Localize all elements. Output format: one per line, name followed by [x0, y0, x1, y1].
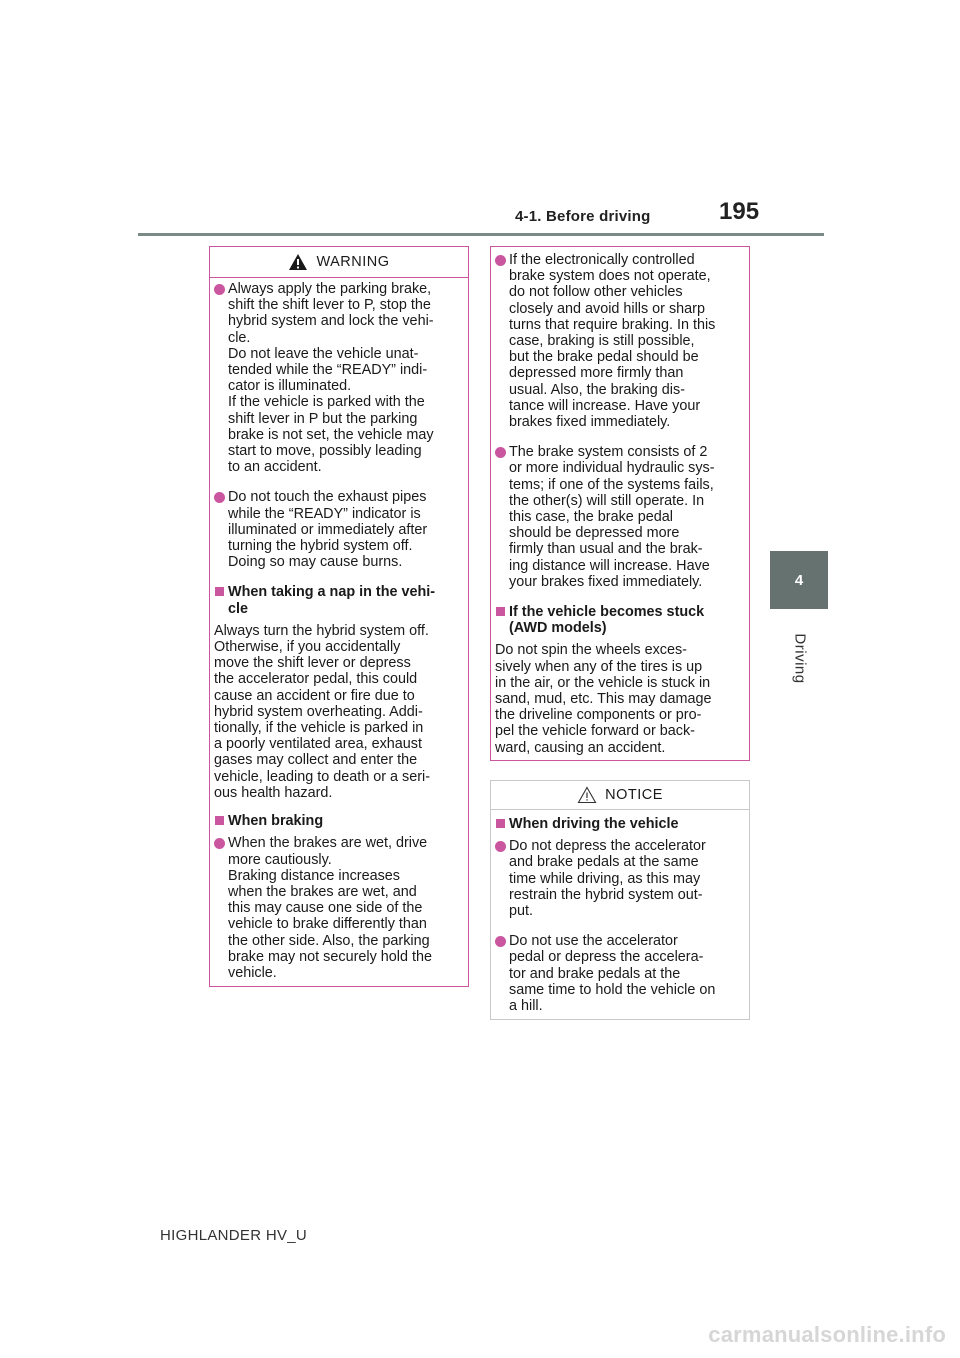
text-line: vehicle.: [228, 964, 277, 981]
text-line: vehicle, leading to death or a seri-: [214, 768, 430, 785]
text-line: sand, mud, etc. This may damage: [495, 691, 712, 708]
bullet-icon: [214, 492, 225, 503]
text-line: start to move, possibly leading: [228, 443, 422, 460]
text-line: shift the shift lever to P, stop the: [228, 297, 431, 314]
list-item: [214, 835, 463, 981]
text-line: restrain the hybrid system out-: [509, 886, 703, 903]
text-line: the accelerator pedal, this could: [214, 671, 418, 688]
text-line: Always apply the parking brake,: [228, 281, 432, 297]
text-line: Do not depress the accelerator: [509, 838, 706, 855]
subheading: [495, 816, 744, 832]
subheading-text: [228, 813, 463, 829]
text-line: the other(s) will still operate. In: [509, 492, 705, 509]
text-line: cause an accident or fire due to: [214, 687, 415, 704]
text-line: Braking distance increases: [228, 867, 400, 884]
text-line: more cautiously.: [228, 851, 332, 868]
item-text: [509, 933, 744, 1014]
footer-model: HIGHLANDER HV_U: [160, 1227, 308, 1244]
text-line: hybrid system overheating. Addi-: [214, 703, 423, 720]
text-line: a hill.: [509, 998, 543, 1015]
text-line: The brake system consists of 2: [509, 444, 708, 461]
caution-triangle-icon: [577, 786, 597, 804]
text-line: gases may collect and enter the: [214, 752, 418, 769]
warning-body: [491, 247, 749, 776]
text-line: to an accident.: [228, 459, 322, 476]
paragraph: [495, 642, 744, 755]
text-line: brake system does not operate,: [509, 268, 711, 285]
text-line: Do not leave the vehicle unat-: [228, 345, 419, 362]
text-line: this case, the brake pedal: [509, 509, 673, 526]
square-bullet-icon: [496, 607, 505, 616]
bullet-icon: [495, 255, 506, 266]
text-line: sively when any of the tires is up: [495, 658, 703, 675]
text-line: pedal or depress the accelera-: [509, 949, 704, 966]
text-line: cle.: [228, 329, 251, 346]
text-line: put.: [509, 903, 534, 920]
text-line: Do not spin the wheels exces-: [495, 642, 687, 659]
text-line: ing distance will increase. Have: [509, 557, 710, 574]
text-line: closely and avoid hills or sharp: [509, 300, 705, 317]
warning-title: WARNING: [316, 253, 390, 270]
list-item: [495, 933, 744, 1014]
text-line: usual. Also, the braking dis-: [509, 381, 685, 398]
item-text: [228, 835, 463, 981]
header-rule: [138, 233, 824, 236]
text-line: turns that require braking. In this: [509, 316, 716, 333]
list-item: [214, 489, 463, 570]
text-line: cle: [228, 600, 249, 617]
text-line: firmly than usual and the brak-: [509, 541, 703, 558]
chapter-number: 4: [794, 571, 804, 589]
list-item: [214, 281, 463, 475]
item-text: [509, 252, 744, 430]
text-line: When braking: [228, 813, 324, 830]
text-line: Always turn the hybrid system off.: [214, 622, 429, 639]
text-line: while the “READY” indicator is: [228, 505, 421, 522]
text-line: If the vehicle is parked with the: [228, 394, 425, 411]
text-line: illuminated or immediately after: [228, 521, 428, 538]
text-line: Do not touch the exhaust pipes: [228, 489, 427, 506]
text-line: depressed more firmly than: [509, 365, 684, 382]
list-item: [495, 252, 744, 430]
text-line: cator is illuminated.: [228, 378, 352, 395]
text-line: time while driving, as this may: [509, 870, 701, 887]
warning-body: [210, 278, 468, 989]
subheading: [214, 584, 463, 616]
text-line: in the air, or the vehicle is stuck in: [495, 674, 711, 691]
text-line: hybrid system and lock the vehi-: [228, 313, 434, 330]
warning-triangle-icon: [288, 253, 308, 271]
notice-title: NOTICE: [605, 786, 663, 803]
page-number: 195: [719, 198, 760, 225]
subheading-text: [228, 584, 463, 616]
text-line: the driveline components or pro-: [495, 707, 702, 724]
square-bullet-icon: [215, 816, 224, 825]
text-line: but the brake pedal should be: [509, 349, 699, 366]
text-line: shift lever in P but the parking: [228, 410, 418, 427]
text-line: vehicle to brake differently than: [228, 916, 427, 933]
item-text: [509, 444, 744, 590]
square-bullet-icon: [496, 819, 505, 828]
list-item: [495, 838, 744, 919]
list-item: [495, 444, 744, 590]
text-line: when the brakes are wet, and: [228, 883, 417, 900]
notice-body: [491, 810, 749, 1022]
text-line: should be depressed more: [509, 525, 680, 542]
text-line: tor and brake pedals at the: [509, 965, 681, 982]
text-line: tance will increase. Have your: [509, 397, 701, 414]
text-line: case, braking is still possible,: [509, 333, 695, 350]
bullet-icon: [495, 936, 506, 947]
subheading: [495, 604, 744, 636]
text-line: Do not use the accelerator: [509, 933, 678, 950]
bullet-icon: [214, 284, 225, 295]
text-line: a poorly ventilated area, exhaust: [214, 736, 422, 753]
subheading: [214, 813, 463, 829]
text-line: same time to hold the vehicle on: [509, 981, 716, 998]
text-line: ous health hazard.: [214, 784, 333, 801]
text-line: the other side. Also, the parking: [228, 932, 430, 949]
text-line: brakes fixed immediately.: [509, 414, 671, 431]
warning-header: [210, 247, 468, 278]
text-line: your brakes fixed immediately.: [509, 573, 703, 590]
warning-box-continued: [490, 246, 750, 761]
item-text: [228, 281, 463, 475]
text-line: tionally, if the vehicle is parked in: [214, 720, 424, 737]
text-line: do not follow other vehicles: [509, 284, 683, 301]
text-line: brake is not set, the vehicle may: [228, 426, 434, 443]
bullet-icon: [495, 447, 506, 458]
text-line: Otherwise, if you accidentally: [214, 639, 401, 656]
text-line: this may cause one side of the: [228, 900, 423, 917]
item-text: [509, 838, 744, 919]
text-line: Doing so may cause burns.: [228, 554, 403, 571]
paragraph: [214, 623, 463, 801]
chapter-tab: [770, 551, 828, 609]
square-bullet-icon: [215, 587, 224, 596]
section-title: 4-1. Before driving: [515, 208, 651, 225]
text-line: or more individual hydraulic sys-: [509, 460, 715, 477]
text-line: tems; if one of the systems fails,: [509, 476, 714, 493]
text-line: When taking a nap in the vehi-: [228, 584, 436, 601]
item-text: [228, 489, 463, 570]
text-line: turning the hybrid system off.: [228, 538, 413, 555]
notice-header: [491, 781, 749, 810]
text-line: If the electronically controlled: [509, 252, 695, 268]
text-line: brake may not securely hold the: [228, 948, 432, 965]
warning-box: [209, 246, 469, 987]
text-line: and brake pedals at the same: [509, 854, 699, 871]
notice-box: [490, 780, 750, 1020]
text-line: When the brakes are wet, drive: [228, 835, 428, 852]
text-line: pel the vehicle forward or back-: [495, 723, 695, 740]
text-line: tended while the “READY” indi-: [228, 362, 428, 379]
text-line: move the shift lever or depress: [214, 655, 411, 672]
chapter-label: Driving: [791, 633, 809, 684]
text-line: (AWD models): [509, 620, 607, 637]
watermark: carmanualsonline.info: [708, 1322, 946, 1347]
text-line: If the vehicle becomes stuck: [509, 604, 705, 621]
text-line: When driving the vehicle: [509, 816, 679, 832]
subheading-text: [509, 816, 744, 832]
bullet-icon: [214, 838, 225, 849]
bullet-icon: [495, 841, 506, 852]
subheading-text: [509, 604, 744, 636]
text-line: ward, causing an accident.: [495, 739, 666, 756]
